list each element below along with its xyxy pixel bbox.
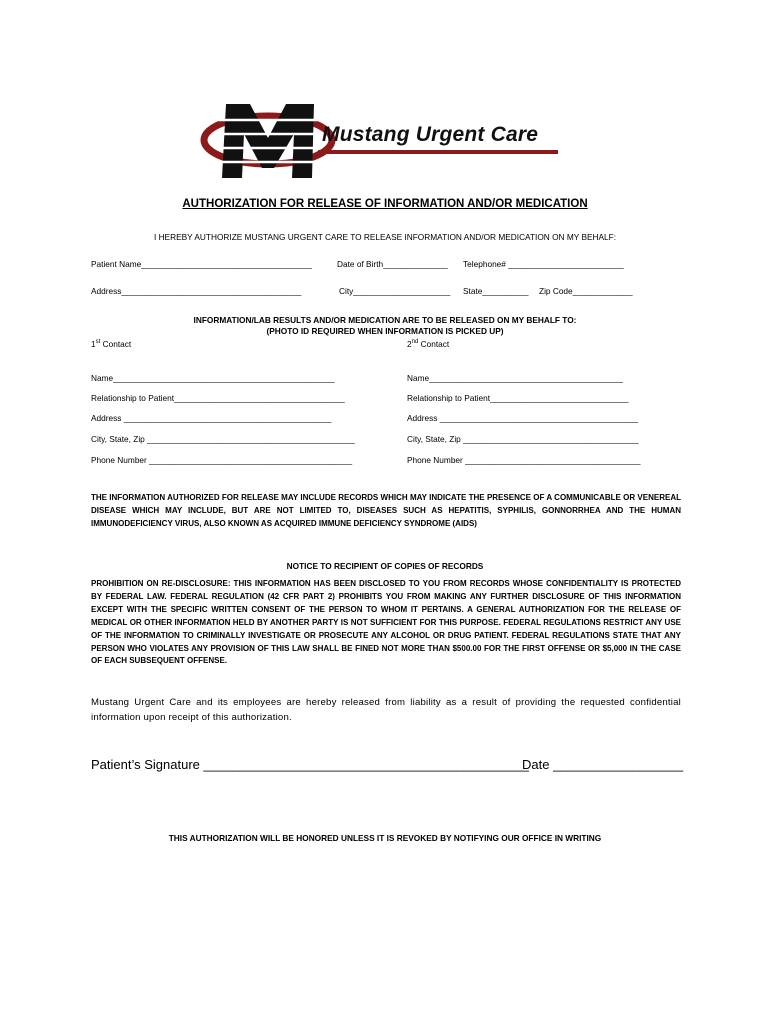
photo-id-note: (PHOTO ID REQUIRED WHEN INFORMATION IS PICKED UP) bbox=[266, 326, 504, 336]
contact-2-relationship-field[interactable]: Relationship to Patient______________________________ bbox=[407, 393, 629, 403]
city-field[interactable]: City_____________________ bbox=[339, 286, 451, 296]
contact-2-phone-field[interactable]: Phone Number ______________________________________ bbox=[407, 455, 641, 465]
patient-name-field[interactable]: Patient Name_____________________________________ bbox=[91, 259, 312, 269]
telephone-field[interactable]: Telephone# _________________________ bbox=[463, 259, 624, 269]
zip-code-field[interactable]: Zip Code_____________ bbox=[539, 286, 633, 296]
authorize-statement: I HEREBY AUTHORIZE MUSTANG URGENT CARE TO RELEASE INFORMATION AND/OR MEDICATION ON MY BEHALF: bbox=[153, 232, 617, 242]
contact-1-city-field[interactable]: City, State, Zip _____________________________________________ bbox=[91, 434, 355, 444]
state-field[interactable]: State__________ bbox=[463, 286, 529, 296]
contact-1-name-field[interactable]: Name________________________________________________ bbox=[91, 373, 335, 383]
contact-1-address-field[interactable]: Address _____________________________________________ bbox=[91, 413, 332, 423]
contact-1-phone-field[interactable]: Phone Number ____________________________________________ bbox=[91, 455, 353, 465]
liability-release-text: Mustang Urgent Care and its employees are hereby released from liability as a result of providing the requested confidential information upon receipt of this authorization. bbox=[91, 697, 681, 723]
release-header: INFORMATION/LAB RESULTS AND/OR MEDICATION ARE TO BE RELEASED ON MY BEHALF TO: bbox=[193, 315, 577, 325]
communicable-disease-notice: THE INFORMATION AUTHORIZED FOR RELEASE MAY INCLUDE RECORDS WHICH MAY INDICATE THE PRESENCE OF A COMMUNICABLE OR VENEREAL DISEASE WHICH MAY INCLUDE, BUT ARE NOT LIMITED TO, DISEASES SUCH AS HEPATITIS, SYPHILIS, GONNORRHEA AND THE HUMAN IMMUNODEFICIENCY VIRUS, ALSO KNOWN AS ACQUIRED IMMUNE DEFICIENCY SYNDROME (AIDS) bbox=[91, 493, 681, 528]
address-field[interactable]: Address_______________________________________ bbox=[91, 286, 302, 296]
logo-text: Mustang Urgent Care bbox=[322, 123, 539, 146]
date-of-birth-field[interactable]: Date of Birth______________ bbox=[337, 259, 448, 269]
patient-signature-field[interactable]: Patient’s Signature _____________________________________________ bbox=[91, 757, 529, 772]
contact-2-address-field[interactable]: Address ___________________________________________ bbox=[407, 413, 639, 423]
prohibition-paragraph: PROHIBITION ON RE-DISCLOSURE: THIS INFORMATION HAS BEEN DISCLOSED TO YOU FROM RECORDS WHOSE CONFIDENTIALITY IS PROTECTED BY FEDERAL LAW. FEDERAL REGULATION (42 CFR PART 2) PROHIBITS YOU FROM MAKING ANY FURTHER DISCLOSURE OF THIS INFORMATION EXCEPT WITH THE SPECIFIC WRITTEN CONSENT OF THE PERSON TO WHOM IT PERTAINS. A GENERAL AUTHORIZATION FOR THE RELEASE OF MEDICAL OR OTHER INFORMATION HELD BY ANOTHER PARTY IS NOT SUFFICIENT FOR THIS PURPOSE. FEDERAL REGULATIONS RESTRICT ANY USE OF THE INFORMATION TO CRIMINALLY INVESTIGATE OR PROSECUTE ANY ALCOHOL OR DRUG PATIENT. FEDERAL REGULATIONS STATE THAT ANY PERSON WHO VIOLATES ANY PROVISION OF THIS LAW SHALL BE FINED NOT MORE THAN $500.00 FOR THE FIRST OFFENSE OR $5,000 IN THE CASE OF EACH SUBSEQUENT OFFENSE. bbox=[91, 579, 681, 666]
signature-date-field[interactable]: Date __________________ bbox=[522, 757, 684, 772]
notice-title: NOTICE TO RECIPIENT OF COPIES OF RECORDS bbox=[286, 561, 484, 571]
revocation-footer: THIS AUTHORIZATION WILL BE HONORED UNLESS IT IS REVOKED BY NOTIFYING OUR OFFICE IN WRITING bbox=[168, 833, 602, 843]
contact-2-city-field[interactable]: City, State, Zip ______________________________________ bbox=[407, 434, 639, 444]
contact-1-heading: 1st Contact bbox=[91, 339, 132, 349]
contact-2-heading: 2nd Contact bbox=[407, 339, 450, 349]
form-title: AUTHORIZATION FOR RELEASE OF INFORMATION AND/OR MEDICATION bbox=[182, 198, 588, 210]
contact-2-name-field[interactable]: Name__________________________________________ bbox=[407, 373, 623, 383]
contact-1-relationship-field[interactable]: Relationship to Patient_____________________________________ bbox=[91, 393, 345, 403]
